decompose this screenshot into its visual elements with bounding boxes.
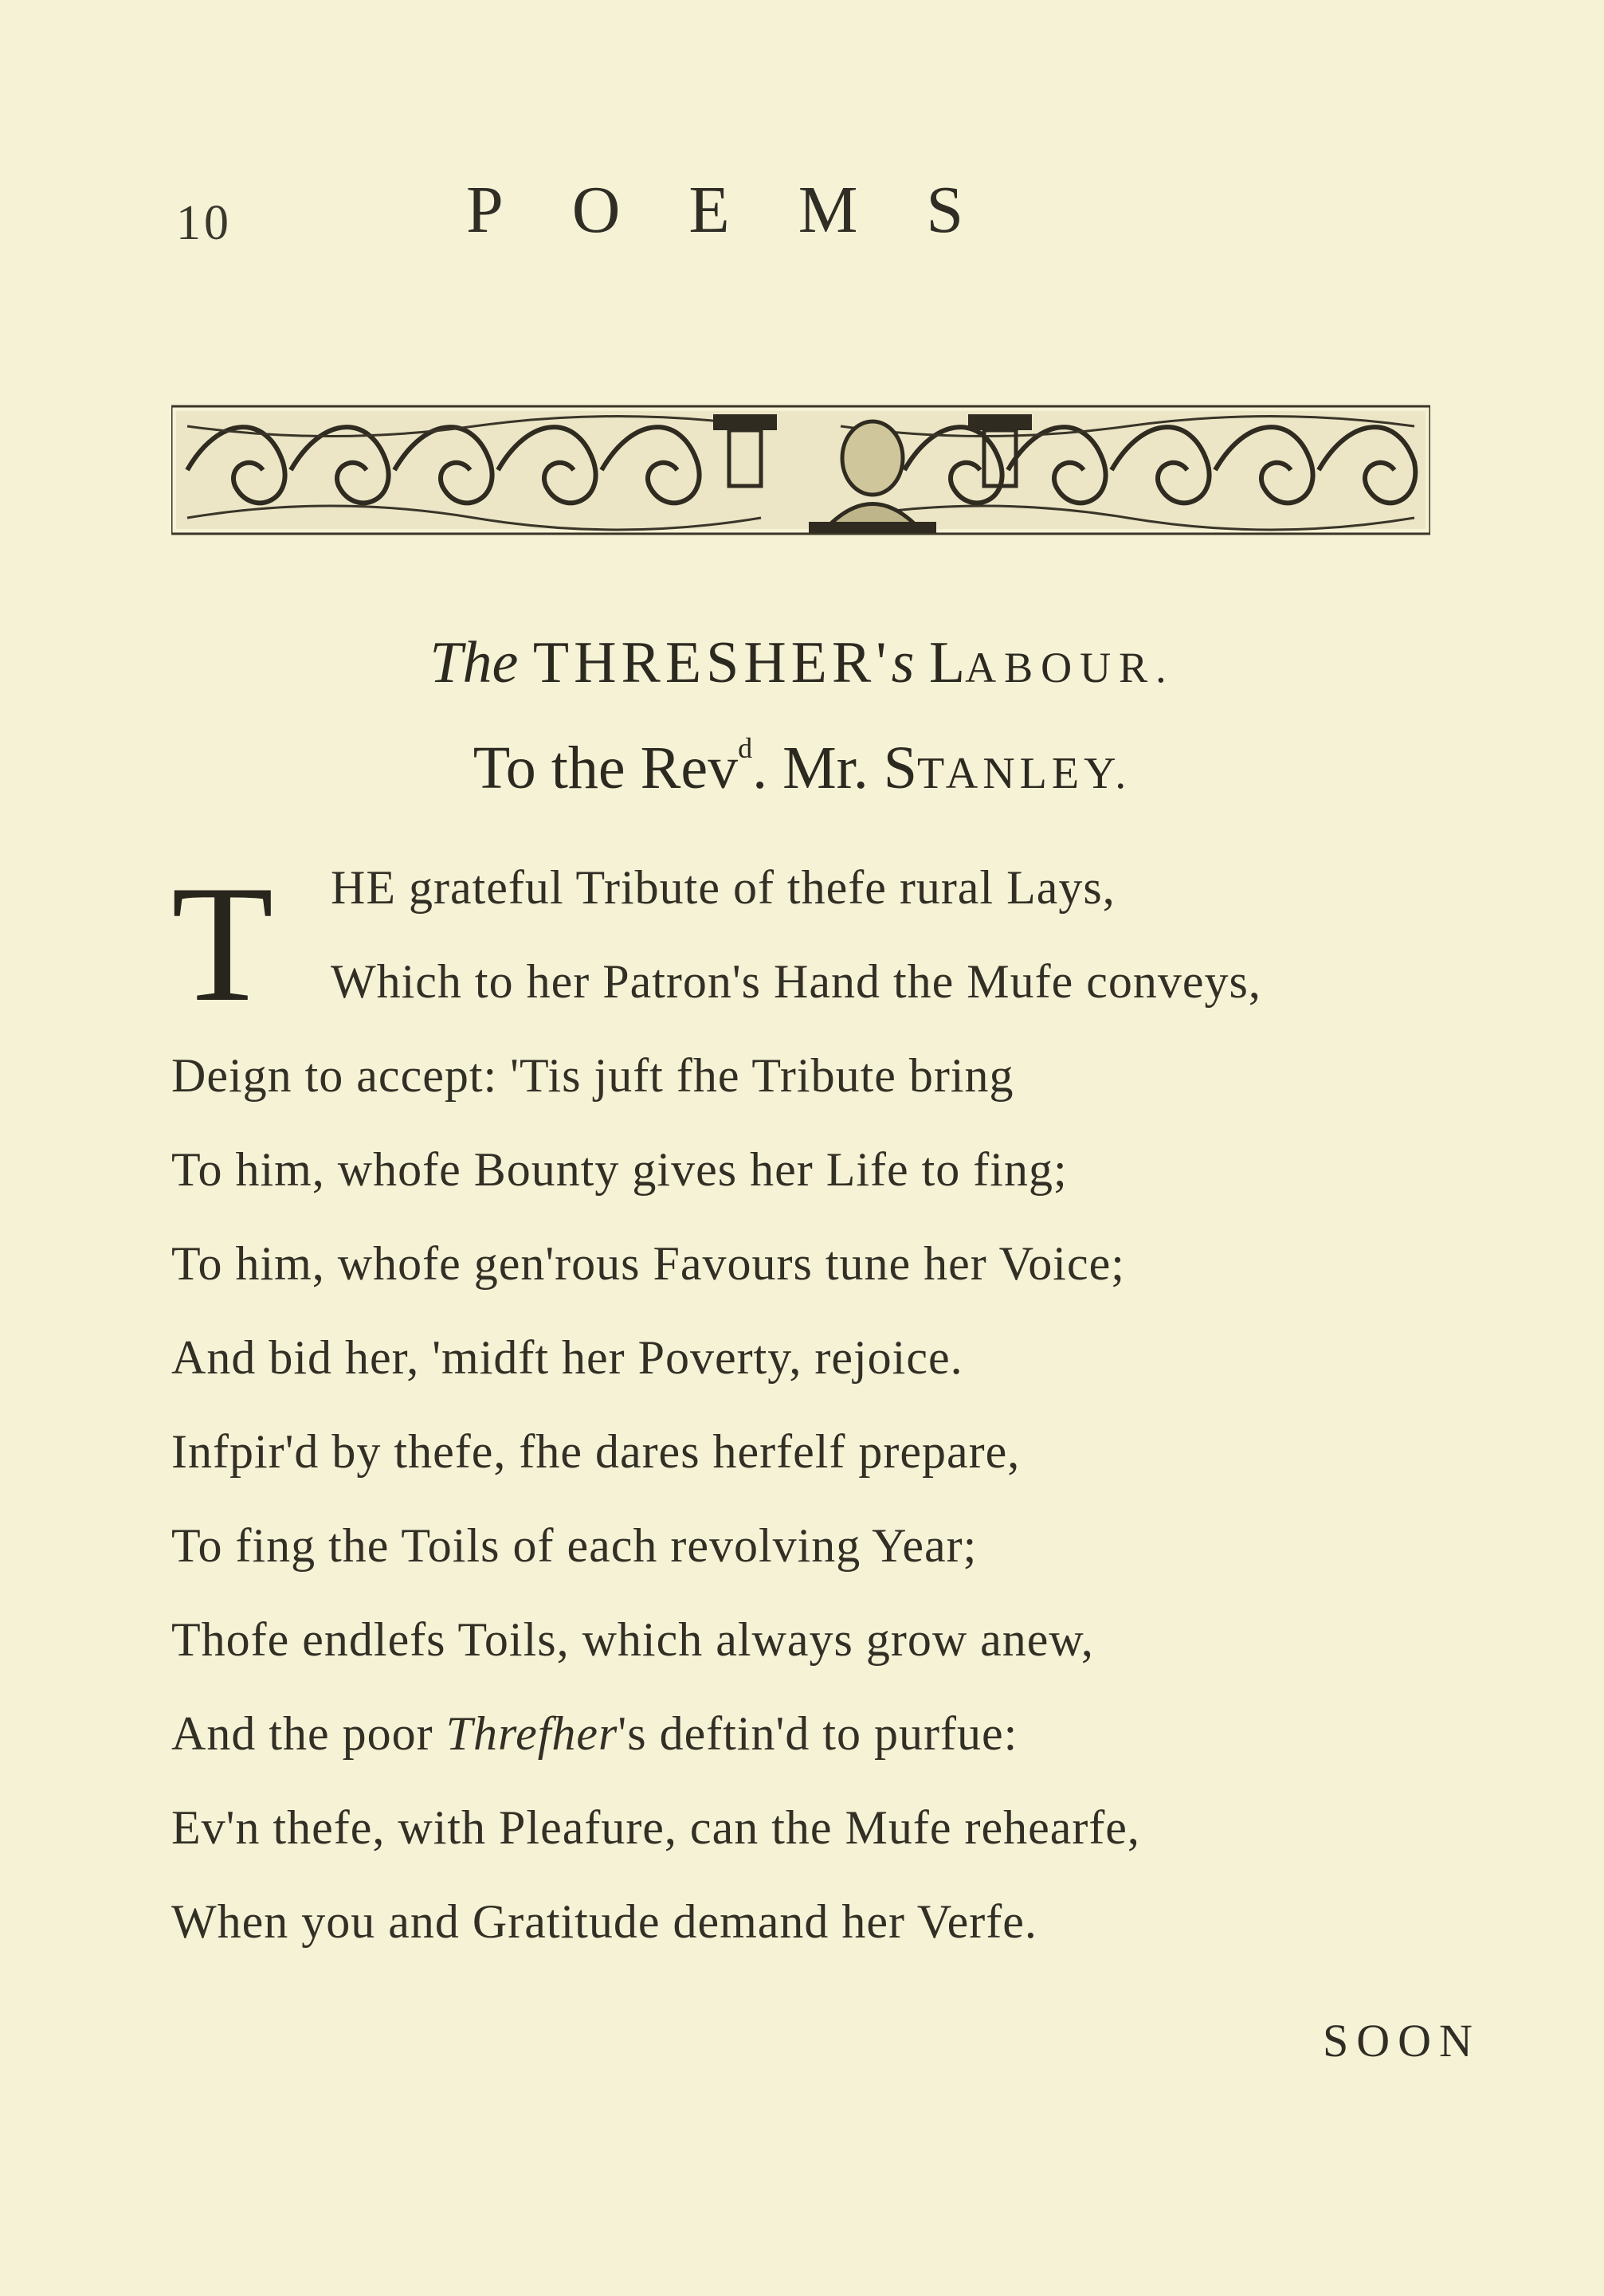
- poem-line: And bid her, 'midft her Poverty, rejoice.: [171, 1331, 963, 1384]
- poem-title: [0, 629, 1604, 697]
- poem-line: Deign to accept: 'Tis juft fhe Tribute bring: [171, 1049, 1014, 1102]
- line-10-before: And the poor: [171, 1707, 446, 1760]
- line-10-italic: Threfher: [445, 1707, 618, 1760]
- drop-cap: T: [171, 852, 274, 1036]
- title-article: The: [429, 630, 519, 695]
- catchword: SOON: [1323, 2015, 1480, 2067]
- ornamental-headpiece-icon: [171, 390, 1430, 550]
- poem-line: Ev'n thefe, with Pleafure, can the Mufe rehearfe,: [171, 1801, 1140, 1854]
- poem-line: [171, 1706, 1018, 1761]
- running-title: POEMS: [466, 173, 1033, 247]
- page-number: 10: [176, 196, 232, 250]
- poem-line: To him, whofe gen'rous Favours tune her Voice;: [171, 1237, 1125, 1290]
- title-labour-initial: L: [928, 630, 966, 695]
- poem-line: HE grateful Tribute of thefe rural Lays,: [331, 861, 1116, 914]
- dedication-before: To the Rev: [473, 735, 739, 801]
- title-possessive: s: [891, 630, 915, 695]
- poem-line: Which to her Patron's Hand the Mufe conveys,: [331, 955, 1261, 1008]
- poem-dedication: [0, 731, 1604, 803]
- dedication-middle: . Mr. S: [752, 735, 918, 801]
- title-labour-rest: ABOUR.: [965, 644, 1175, 692]
- title-thresher: THRESHER': [532, 630, 892, 695]
- dedication-superscript: d: [738, 732, 753, 764]
- poem-line: To him, whofe Bounty gives her Life to fing;: [171, 1143, 1068, 1196]
- poem-line: Infpir'd by thefe, fhe dares herfelf prepare,: [171, 1425, 1021, 1478]
- running-head: [171, 171, 1446, 259]
- poem-line: To fing the Toils of each revolving Year;: [171, 1519, 978, 1572]
- line-10-after: 's deftin'd to purfue:: [618, 1707, 1018, 1760]
- poem-line: When you and Gratitude demand her Verfe.: [171, 1895, 1037, 1948]
- poem-line: Thofe endlefs Toils, which always grow anew,: [171, 1613, 1094, 1666]
- dedication-small-caps: TANLEY.: [917, 749, 1131, 798]
